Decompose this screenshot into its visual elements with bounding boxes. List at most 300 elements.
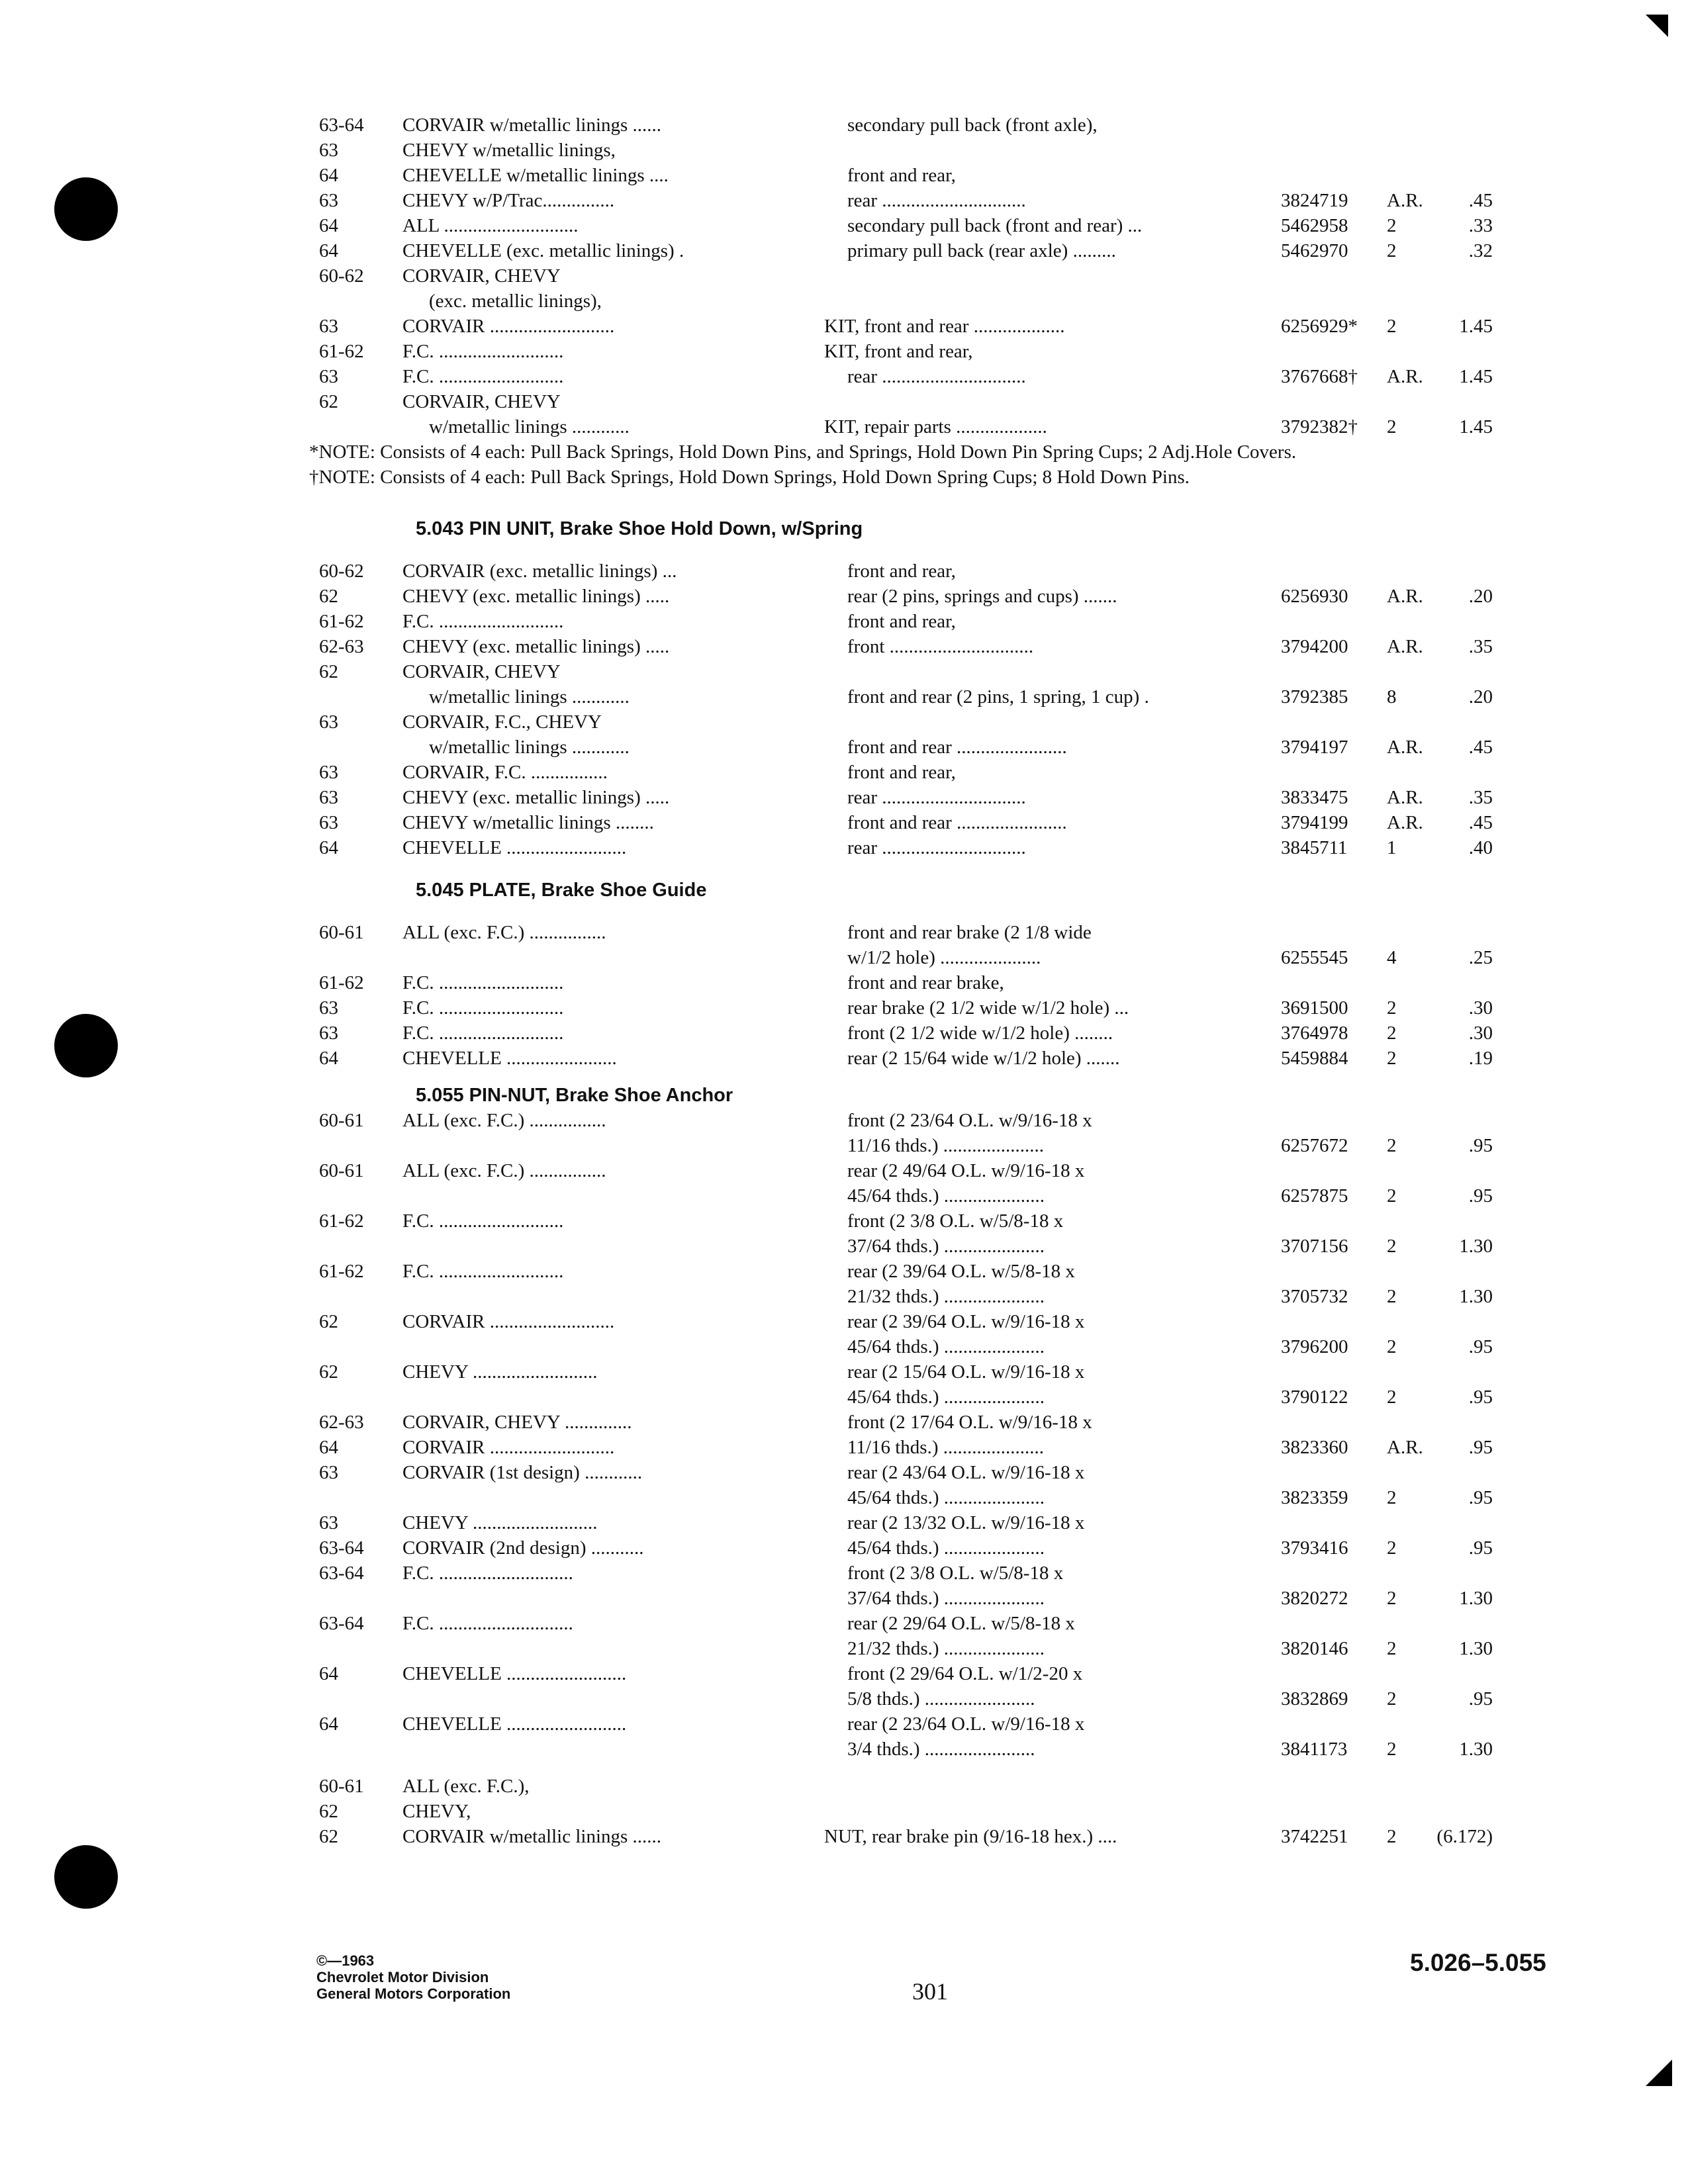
model-year: 63 (319, 1023, 338, 1044)
table-row (0, 760, 1688, 785)
table-row (0, 1208, 1688, 1234)
table-row (0, 1510, 1688, 1535)
model-name: ALL ............................ (402, 215, 579, 236)
model-name: CORVAIR w/metallic linings ...... (402, 1826, 662, 1847)
section-heading-text: 5.055 PIN-NUT, Brake Shoe Anchor (416, 1085, 733, 1106)
model-year: 63 (319, 787, 338, 808)
model-name: F.C. .......................... (402, 1023, 564, 1044)
model-year: 63 (319, 711, 338, 733)
part-description: 45/64 thds.) ..................... (847, 1336, 1045, 1357)
section-heading (0, 511, 1688, 547)
part-number: 3845711 (1281, 837, 1348, 858)
part-number: 6257672 (1281, 1135, 1348, 1156)
model-name: CHEVY w/metallic linings, (402, 140, 616, 161)
quantity: 2 (1387, 1826, 1397, 1847)
model-year: 60-61 (319, 1110, 364, 1131)
copyright-block (316, 1952, 510, 2002)
copyright-year: ©—1963 (316, 1952, 375, 1969)
price: 1.45 (1459, 416, 1493, 437)
model-name: CHEVELLE w/metallic linings .... (402, 165, 669, 186)
table-row (0, 1636, 1688, 1661)
model-year: 63 (319, 316, 338, 337)
part-description: front and rear ....................... (847, 812, 1067, 833)
model-year: 62 (319, 1361, 338, 1383)
part-description: front (2 3/8 O.L. w/5/8-18 x (847, 1563, 1064, 1584)
page-number: 301 (912, 1978, 948, 2005)
quantity: 2 (1387, 316, 1397, 337)
quantity: 2 (1387, 1336, 1397, 1357)
table-row (0, 389, 1688, 414)
spacer (0, 860, 1688, 872)
part-description: front (2 17/64 O.L. w/9/16-18 x (847, 1412, 1092, 1433)
model-year: 62 (319, 1826, 338, 1847)
model-name: CHEVELLE ....................... (402, 1048, 617, 1069)
corporation-name: General Motors Corporation (316, 1985, 511, 2002)
model-year: 62-63 (319, 1412, 364, 1433)
table-row (0, 1183, 1688, 1208)
model-name: w/metallic linings ............ (429, 416, 630, 437)
model-year: 64 (319, 1048, 338, 1069)
spacer (0, 0, 1688, 113)
price: .20 (1468, 586, 1493, 607)
part-description: 3/4 thds.) ....................... (847, 1739, 1035, 1760)
model-year: 60-61 (319, 1776, 364, 1797)
model-name: CHEVY (exc. metallic linings) ..... (402, 787, 670, 808)
part-description: w/1/2 hole) ..................... (847, 947, 1041, 968)
table-row (0, 213, 1688, 238)
table-row (0, 1535, 1688, 1561)
part-description: front (2 1/2 wide w/1/2 hole) ........ (847, 1023, 1113, 1044)
model-name: CORVAIR .......................... (402, 1437, 615, 1458)
model-name: CHEVY .......................... (402, 1361, 598, 1383)
part-description: secondary pull back (front and rear) ... (847, 215, 1143, 236)
price: (6.172) (1436, 1826, 1493, 1847)
table-row (0, 1460, 1688, 1485)
part-description: 45/64 thds.) ..................... (847, 1185, 1045, 1206)
quantity: A.R. (1387, 586, 1423, 607)
part-description: front (2 29/64 O.L. w/1/2-20 x (847, 1663, 1083, 1684)
part-description: 37/64 thds.) ..................... (847, 1236, 1045, 1257)
model-name: CORVAIR (1st design) ............ (402, 1462, 643, 1483)
model-name: CHEVY, (402, 1801, 471, 1822)
part-description: front and rear, (847, 762, 956, 783)
model-name: F.C. .......................... (402, 611, 564, 632)
price: .95 (1468, 1336, 1493, 1357)
model-year: 62 (319, 586, 338, 607)
part-description: front (2 3/8 O.L. w/5/8-18 x (847, 1210, 1064, 1232)
part-description: front (2 23/64 O.L. w/9/16-18 x (847, 1110, 1092, 1131)
price: .40 (1468, 837, 1493, 858)
model-name: F.C. .......................... (402, 1261, 564, 1282)
spacer (0, 490, 1688, 511)
table-row (0, 1435, 1688, 1460)
model-year: 63-64 (319, 1563, 364, 1584)
model-year: 61-62 (319, 341, 364, 362)
table-row (0, 1824, 1688, 1849)
table-row (0, 1485, 1688, 1510)
model-year: 63 (319, 812, 338, 833)
table-row (0, 1410, 1688, 1435)
quantity: 2 (1387, 1286, 1397, 1307)
quantity: 2 (1387, 416, 1397, 437)
model-name: CORVAIR (exc. metallic linings) ... (402, 561, 677, 582)
table-row (0, 1686, 1688, 1711)
table-row (0, 1799, 1688, 1824)
model-year: 64 (319, 1713, 338, 1735)
model-year: 61-62 (319, 1210, 364, 1232)
quantity: 2 (1387, 215, 1397, 236)
price: .45 (1468, 812, 1493, 833)
part-description: rear (2 39/64 O.L. w/5/8-18 x (847, 1261, 1075, 1282)
price: .95 (1468, 1185, 1493, 1206)
part-number: 3691500 (1281, 997, 1348, 1019)
part-description: rear (2 49/64 O.L. w/9/16-18 x (847, 1160, 1085, 1181)
part-number: 3832869 (1281, 1688, 1348, 1709)
part-description: front and rear, (847, 165, 956, 186)
quantity: A.R. (1387, 787, 1423, 808)
part-number: 3823360 (1281, 1437, 1348, 1458)
table-row (0, 920, 1688, 945)
part-description: rear (2 43/64 O.L. w/9/16-18 x (847, 1462, 1085, 1483)
model-name: CORVAIR (2nd design) ........... (402, 1537, 644, 1559)
part-number: 3823359 (1281, 1487, 1348, 1508)
part-description: rear .............................. (847, 190, 1026, 211)
model-name: F.C. .......................... (402, 1210, 564, 1232)
model-name: CORVAIR, CHEVY .............. (402, 1412, 632, 1433)
model-year: 64 (319, 215, 338, 236)
table-row (0, 1661, 1688, 1686)
model-name: CHEVELLE (exc. metallic linings) . (402, 240, 684, 261)
price: 1.30 (1459, 1286, 1493, 1307)
part-number: 3792382† (1281, 416, 1358, 437)
table-row (0, 584, 1688, 609)
part-description: KIT, front and rear, (824, 341, 973, 362)
part-description: 45/64 thds.) ..................... (847, 1537, 1045, 1559)
quantity: A.R. (1387, 812, 1423, 833)
quantity: 2 (1387, 1236, 1397, 1257)
model-year: 63 (319, 1462, 338, 1483)
part-number: 5462958 (1281, 215, 1348, 236)
section-heading-text: 5.045 PLATE, Brake Shoe Guide (416, 880, 707, 901)
table-row (0, 364, 1688, 389)
part-number: 3767668† (1281, 366, 1358, 387)
model-name: CORVAIR w/metallic linings ...... (402, 114, 662, 136)
quantity: 2 (1387, 1739, 1397, 1760)
part-description: rear (2 15/64 wide w/1/2 hole) ....... (847, 1048, 1120, 1069)
section-heading-text: 5.043 PIN UNIT, Brake Shoe Hold Down, w/Spring (416, 518, 863, 539)
table-row (0, 238, 1688, 263)
part-number: 3820146 (1281, 1638, 1348, 1659)
model-name: ALL (exc. F.C.) ................ (402, 922, 606, 943)
table-row (0, 163, 1688, 188)
model-name: F.C. .......................... (402, 341, 564, 362)
part-description: 45/64 thds.) ..................... (847, 1387, 1045, 1408)
model-name: F.C. ............................ (402, 1613, 573, 1634)
table-row (0, 785, 1688, 810)
model-name: CHEVY (exc. metallic linings) ..... (402, 636, 670, 657)
quantity: 2 (1387, 1185, 1397, 1206)
part-description: front and rear, (847, 561, 956, 582)
part-description: rear (2 39/64 O.L. w/9/16-18 x (847, 1311, 1085, 1332)
table-row (0, 138, 1688, 163)
price: .95 (1468, 1487, 1493, 1508)
footnote: *NOTE: Consists of 4 each: Pull Back Springs, Hold Down Pins, and Springs, Hold Down Pin Spring Cups; 2 Adj.Hole Covers. (309, 441, 1297, 463)
table-row (0, 1561, 1688, 1586)
spacer (0, 547, 1688, 559)
table-row (0, 684, 1688, 709)
model-year: 60-61 (319, 1160, 364, 1181)
table-row (0, 1611, 1688, 1636)
quantity: 2 (1387, 997, 1397, 1019)
model-name: F.C. ............................ (402, 1563, 573, 1584)
price: 1.45 (1459, 366, 1493, 387)
part-number: 6255545 (1281, 947, 1348, 968)
model-year: 60-62 (319, 265, 364, 287)
table-row (0, 1046, 1688, 1071)
price: .95 (1468, 1437, 1493, 1458)
part-number: 3792385 (1281, 686, 1348, 707)
part-description: rear (2 15/64 O.L. w/9/16-18 x (847, 1361, 1085, 1383)
model-year: 63 (319, 140, 338, 161)
part-description: secondary pull back (front axle), (847, 114, 1098, 136)
table-row (0, 609, 1688, 634)
model-name: (exc. metallic linings), (429, 291, 602, 312)
price: .19 (1468, 1048, 1493, 1069)
table-row (0, 1259, 1688, 1284)
price: .20 (1468, 686, 1493, 707)
part-number: 6256929* (1281, 316, 1358, 337)
part-description: rear brake (2 1/2 wide w/1/2 hole) ... (847, 997, 1129, 1019)
price: .95 (1468, 1135, 1493, 1156)
model-year: 64 (319, 1663, 338, 1684)
table-row (0, 289, 1688, 314)
model-name: F.C. .......................... (402, 366, 564, 387)
model-year: 62 (319, 1311, 338, 1332)
table-row (0, 1108, 1688, 1133)
model-year: 64 (319, 1437, 338, 1458)
table-row (0, 1711, 1688, 1737)
model-name: w/metallic linings ............ (429, 737, 630, 758)
part-description: rear .............................. (847, 366, 1026, 387)
part-number: 6256930 (1281, 586, 1348, 607)
price: .30 (1468, 1023, 1493, 1044)
price: .45 (1468, 190, 1493, 211)
price: 1.30 (1459, 1739, 1493, 1760)
table-row (0, 1334, 1688, 1359)
price: 1.45 (1459, 316, 1493, 337)
part-description: front and rear, (847, 611, 956, 632)
part-number: 3794197 (1281, 737, 1348, 758)
table-row (0, 1737, 1688, 1762)
price: .32 (1468, 240, 1493, 261)
model-year: 63 (319, 1512, 338, 1533)
part-description: front and rear brake (2 1/8 wide (847, 922, 1092, 943)
table-row (0, 1284, 1688, 1309)
model-year: 63 (319, 190, 338, 211)
part-number: 3790122 (1281, 1387, 1348, 1408)
model-year: 63 (319, 366, 338, 387)
table-row (0, 1359, 1688, 1385)
quantity: A.R. (1387, 636, 1423, 657)
spacer (0, 1762, 1688, 1774)
part-number: 3794200 (1281, 636, 1348, 657)
table-row (0, 835, 1688, 860)
spacer (0, 1071, 1688, 1083)
model-year: 62 (319, 661, 338, 682)
model-year: 61-62 (319, 1261, 364, 1282)
model-year: 63-64 (319, 1613, 364, 1634)
quantity: 2 (1387, 1387, 1397, 1408)
part-description: front and rear ....................... (847, 737, 1067, 758)
part-number: 5462970 (1281, 240, 1348, 261)
part-description: front and rear (2 pins, 1 spring, 1 cup) . (847, 686, 1149, 707)
model-year: 64 (319, 165, 338, 186)
quantity: 2 (1387, 240, 1397, 261)
model-name: w/metallic linings ............ (429, 686, 630, 707)
part-description: rear .............................. (847, 787, 1026, 808)
model-name: ALL (exc. F.C.) ................ (402, 1160, 606, 1181)
part-number: 3841173 (1281, 1739, 1348, 1760)
model-name: CHEVY .......................... (402, 1512, 598, 1533)
part-number: 3820272 (1281, 1588, 1348, 1609)
model-name: CHEVELLE ......................... (402, 1713, 627, 1735)
table-row (0, 559, 1688, 584)
section-heading (0, 1083, 1688, 1108)
quantity: 2 (1387, 1048, 1397, 1069)
part-number: 3796200 (1281, 1336, 1348, 1357)
table-row (0, 1158, 1688, 1183)
model-name: CORVAIR, CHEVY (402, 265, 561, 287)
quantity: 2 (1387, 1688, 1397, 1709)
spacer (0, 908, 1688, 920)
model-name: CORVAIR .......................... (402, 316, 615, 337)
table-row (0, 263, 1688, 289)
model-name: CHEVY w/P/Trac............... (402, 190, 615, 211)
part-number: 6257875 (1281, 1185, 1348, 1206)
quantity: A.R. (1387, 1437, 1423, 1458)
model-name: CORVAIR, CHEVY (402, 661, 561, 682)
part-description: rear (2 13/32 O.L. w/9/16-18 x (847, 1512, 1085, 1533)
price: .30 (1468, 997, 1493, 1019)
model-year: 64 (319, 837, 338, 858)
table-row (0, 314, 1688, 339)
model-name: F.C. .......................... (402, 997, 564, 1019)
part-description: rear (2 29/64 O.L. w/5/8-18 x (847, 1613, 1075, 1634)
corner-mark-bottom-right (1646, 2060, 1672, 2086)
price: 1.30 (1459, 1236, 1493, 1257)
table-row (0, 339, 1688, 364)
model-year: 60-62 (319, 561, 364, 582)
model-year: 63 (319, 762, 338, 783)
part-description: 11/16 thds.) ..................... (847, 1135, 1044, 1156)
part-description: rear .............................. (847, 837, 1026, 858)
part-description: 45/64 thds.) ..................... (847, 1487, 1045, 1508)
part-description: 37/64 thds.) ..................... (847, 1588, 1045, 1609)
quantity: 1 (1387, 837, 1397, 858)
division-name: Chevrolet Motor Division (316, 1969, 489, 1985)
table-row (0, 1234, 1688, 1259)
table-row (0, 634, 1688, 659)
table-row (0, 1021, 1688, 1046)
part-description: KIT, repair parts ................... (824, 416, 1047, 437)
quantity: 2 (1387, 1638, 1397, 1659)
part-number: 3707156 (1281, 1236, 1348, 1257)
part-description: NUT, rear brake pin (9/16-18 hex.) .... (824, 1826, 1117, 1847)
quantity: A.R. (1387, 190, 1423, 211)
price: .35 (1468, 636, 1493, 657)
price: .95 (1468, 1387, 1493, 1408)
table-row (0, 188, 1688, 213)
part-number: 3793416 (1281, 1537, 1348, 1559)
price: 1.30 (1459, 1638, 1493, 1659)
part-description: primary pull back (rear axle) ......... (847, 240, 1116, 261)
part-number: 3824719 (1281, 190, 1348, 211)
price: .35 (1468, 787, 1493, 808)
table-row (0, 995, 1688, 1021)
price: 1.30 (1459, 1588, 1493, 1609)
part-description: 11/16 thds.) ..................... (847, 1437, 1044, 1458)
part-description: rear (2 pins, springs and cups) ....... (847, 586, 1117, 607)
section-range: 5.026–5.055 (1410, 1949, 1546, 1976)
model-year: 63 (319, 997, 338, 1019)
model-name: CORVAIR .......................... (402, 1311, 615, 1332)
part-number: 3764978 (1281, 1023, 1348, 1044)
model-year: 63-64 (319, 114, 364, 136)
part-number: 3705732 (1281, 1286, 1348, 1307)
table-row (0, 113, 1688, 138)
quantity: 2 (1387, 1487, 1397, 1508)
table-row (0, 709, 1688, 735)
quantity: A.R. (1387, 737, 1423, 758)
table-row (0, 735, 1688, 760)
table-row (0, 1385, 1688, 1410)
part-description: front .............................. (847, 636, 1034, 657)
model-name: CORVAIR, F.C. ................ (402, 762, 608, 783)
quantity: 4 (1387, 947, 1397, 968)
price: .25 (1468, 947, 1493, 968)
model-name: CHEVY w/metallic linings ........ (402, 812, 654, 833)
model-name: ALL (exc. F.C.), (402, 1776, 530, 1797)
part-description: 5/8 thds.) ....................... (847, 1688, 1035, 1709)
model-name: CORVAIR, CHEVY (402, 391, 561, 412)
model-year: 62 (319, 391, 338, 412)
table-row (0, 810, 1688, 835)
table-row (0, 414, 1688, 439)
table-row (0, 659, 1688, 684)
model-year: 62 (319, 1801, 338, 1822)
price: .95 (1468, 1537, 1493, 1559)
model-year: 61-62 (319, 972, 364, 993)
table-row (0, 1309, 1688, 1334)
table-row (0, 1586, 1688, 1611)
part-description: 21/32 thds.) ..................... (847, 1286, 1045, 1307)
model-name: CORVAIR, F.C., CHEVY (402, 711, 602, 733)
quantity: 2 (1387, 1537, 1397, 1559)
model-year: 64 (319, 240, 338, 261)
quantity: A.R. (1387, 366, 1423, 387)
quantity: 8 (1387, 686, 1397, 707)
footnote: †NOTE: Consists of 4 each: Pull Back Springs, Hold Down Springs, Hold Down Spring Cups; 8 Hold Down Pins. (309, 467, 1190, 488)
model-name: CHEVY (exc. metallic linings) ..... (402, 586, 670, 607)
price: .95 (1468, 1688, 1493, 1709)
table-row (0, 945, 1688, 970)
part-number: 3742251 (1281, 1826, 1348, 1847)
quantity: 2 (1387, 1023, 1397, 1044)
part-description: front and rear brake, (847, 972, 1004, 993)
table-row (0, 970, 1688, 995)
part-number: 5459884 (1281, 1048, 1348, 1069)
model-year: 60-61 (319, 922, 364, 943)
